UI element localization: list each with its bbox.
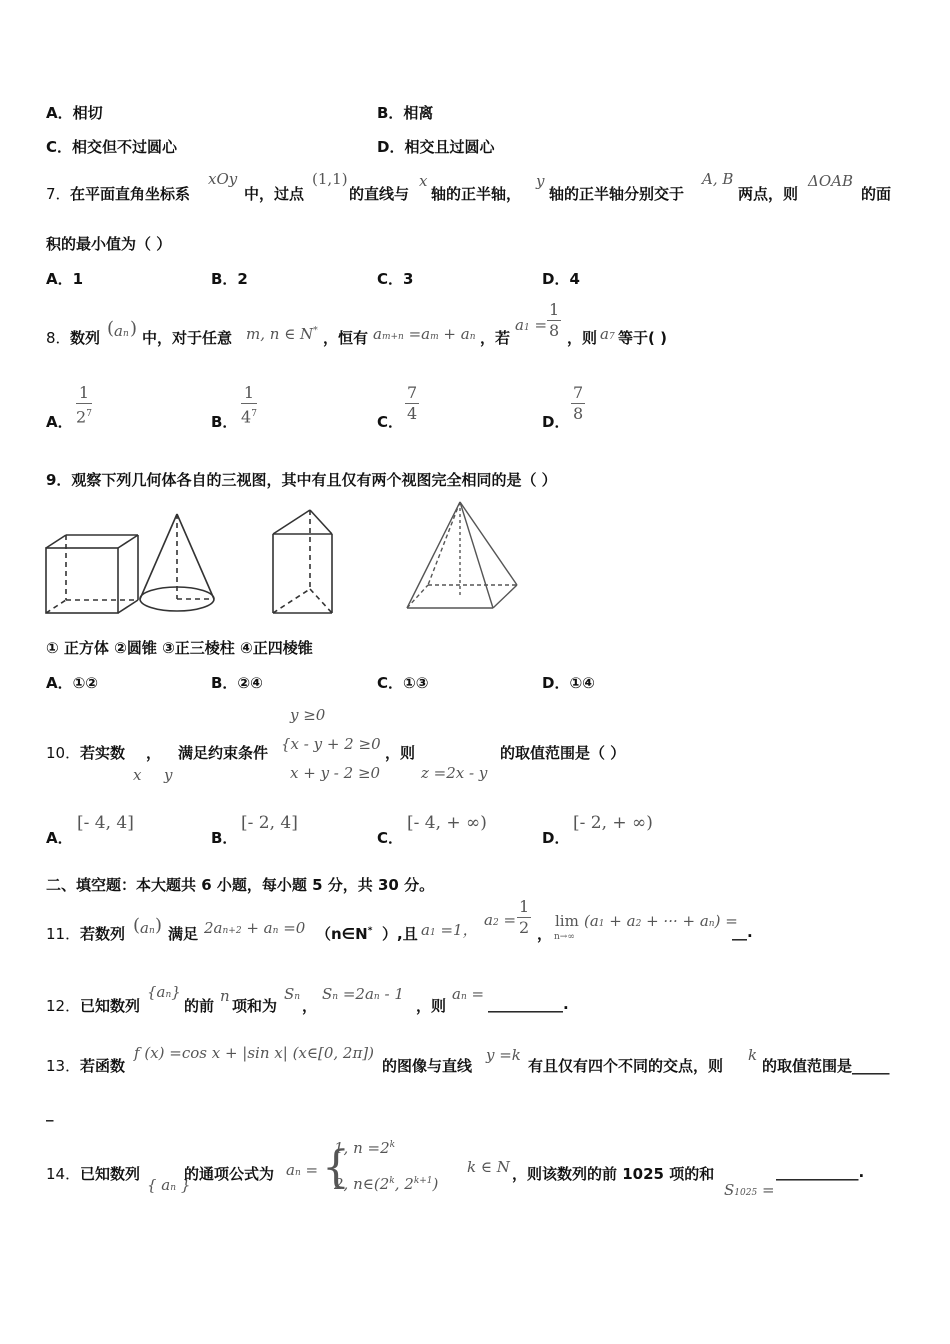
- q8-option-d-label: D．: [542, 413, 570, 431]
- q9-option-a: A．①②: [46, 674, 99, 692]
- q11-a2: a2 =: [484, 911, 517, 929]
- q9-shapes-legend: ① 正方体 ②圆锥 ③正三棱柱 ④正四棱锥: [46, 639, 313, 657]
- q8-option-b-value: $\frac{1}{4^7}$: [241, 383, 257, 427]
- q8-math-recurrence: am+n =am + an: [373, 325, 476, 343]
- q7-math-triangle: ΔOAB: [808, 172, 853, 190]
- q13-line-yk: y =k: [486, 1046, 521, 1064]
- q10-option-a-label: A．: [46, 829, 73, 847]
- q13-text-3: 有且仅有四个不同的交点，则: [528, 1057, 724, 1075]
- square-pyramid-figure: [407, 502, 517, 608]
- q10-z-expression: z =2x - y: [421, 764, 488, 782]
- q11-a1: a1 =1，: [421, 921, 478, 939]
- q8-a1-fraction: $\frac{1}{8}$: [549, 300, 560, 340]
- q10-var-y: y: [164, 766, 173, 784]
- section-2-heading: 二、填空题：本大题共 6 小题，每小题 5 分，共 30 分。: [46, 876, 435, 894]
- q12-text-3: 项和为: [232, 997, 278, 1015]
- q9-option-c: C．①③: [377, 674, 429, 692]
- q14-case-brace: {: [322, 1142, 350, 1193]
- q11-brace-close: ): [155, 915, 163, 936]
- q10-option-b-label: B．: [211, 829, 238, 847]
- q8-option-b-label: B．: [211, 413, 238, 431]
- q7-text-4: 轴的正半轴，: [431, 185, 522, 203]
- q14-math-an: { an }: [147, 1176, 191, 1194]
- q8-text-2: 中，对于任意: [142, 329, 233, 347]
- q6-option-d: D．相交且过圆心: [377, 138, 495, 156]
- q9-option-b: B．②④: [211, 674, 263, 692]
- q6-option-b: B．相离: [377, 104, 434, 122]
- q11-answer-blank: __.: [732, 923, 753, 941]
- q14-math-an-eq: an =: [286, 1161, 319, 1179]
- q11-math-an: an: [140, 919, 155, 937]
- q13-text-1: 若函数: [80, 1057, 126, 1075]
- q8-math-a1: a1 =: [515, 316, 548, 334]
- q8-math-a7: a7: [600, 325, 615, 343]
- q11-text-2: 满足: [168, 925, 199, 943]
- q11-lim: lim: [555, 912, 579, 930]
- q7-option-b: B．2: [211, 270, 248, 288]
- q7-option-d: D．4: [542, 270, 580, 288]
- q8-brace-close: ): [130, 318, 138, 339]
- q13-text-4: 的取值范围是_____: [762, 1057, 890, 1075]
- q12-text-1: 已知数列: [80, 997, 141, 1015]
- q7-option-a: A．1: [46, 270, 84, 288]
- q10-option-d-label: D．: [542, 829, 570, 847]
- q7-text-5: 轴的正半轴分别交于: [549, 185, 685, 203]
- q11-a2-fraction: $\frac{1}{2}$: [519, 897, 530, 937]
- q13-function: f (x) =cos x + |sin x| (x∈[0, 2π]): [134, 1044, 375, 1062]
- q11-equation: 2an+2 + an =0: [204, 919, 306, 937]
- q8-text-6: 等于( ): [618, 329, 667, 347]
- q7-math-x: x: [419, 172, 428, 190]
- cube-figure: [46, 535, 138, 613]
- q12-answer-blank: __________.: [488, 995, 569, 1013]
- q8-option-c-value: $\frac{7}{4}$: [407, 383, 418, 423]
- cone-figure: [140, 514, 214, 611]
- q10-option-d-value: [- 2, + ∞): [573, 813, 653, 833]
- q12-math-n: n: [220, 987, 230, 1005]
- q9-text: 9．观察下列几何体各自的三视图，其中有且仅有两个视图完全相同的是（ ）: [46, 471, 557, 489]
- q7-text-6: 两点，则: [738, 185, 799, 203]
- q7-math-ab: A, B: [702, 170, 734, 188]
- q7-math-y: y: [536, 172, 545, 190]
- q12-text-4: ，: [302, 997, 318, 1015]
- q12-math-sn: Sn: [284, 985, 301, 1003]
- q9-option-d: D．①④: [542, 674, 595, 692]
- q12-math-an: {an}: [147, 983, 181, 1001]
- q11-number: 11．: [46, 925, 81, 943]
- q7-number: 7．: [46, 185, 71, 203]
- q10-text-4: ，则: [385, 744, 416, 762]
- q10-constraint-1: y ≥0: [290, 706, 326, 724]
- q14-text-1: 已知数列: [80, 1165, 141, 1183]
- q7-math-point: (1,1): [312, 170, 348, 188]
- q12-number: 12．: [46, 997, 81, 1015]
- q12-equation: Sn =2an - 1: [322, 985, 404, 1003]
- q7-text-3: 的直线与: [349, 185, 410, 203]
- q11-brace-open: (: [133, 915, 141, 936]
- q8-brace-open: (: [107, 318, 115, 339]
- q13-blank-continued: _: [46, 1104, 54, 1122]
- q7-text-1: 在平面直角坐标系: [70, 185, 191, 203]
- q8-math-an: an: [114, 322, 129, 340]
- q8-text-5: ，则: [567, 329, 598, 347]
- q8-math-mn: m, n ∈ N*: [246, 325, 318, 343]
- q10-option-c-label: C．: [377, 829, 404, 847]
- q14-answer-blank: ___________.: [776, 1163, 865, 1181]
- q13-text-2: 的图像与直线: [382, 1057, 473, 1075]
- q11-condition: （n∈N*: [316, 925, 373, 943]
- q8-text-3: ，恒有: [323, 329, 369, 347]
- q14-text-3: ，则该数列的前 1025 项的和: [512, 1165, 715, 1183]
- q9-solids-figure: [40, 500, 540, 625]
- q8-text-1: 数列: [70, 329, 101, 347]
- q10-option-c-value: [- 4, + ∞): [407, 813, 487, 833]
- q8-option-d-value: $\frac{7}{8}$: [573, 383, 584, 423]
- q14-text-2: 的通项公式为: [184, 1165, 275, 1183]
- q10-text-1: 若实数: [80, 744, 126, 762]
- q8-number: 8．: [46, 329, 71, 347]
- q14-s1025: S1025 =: [724, 1181, 775, 1199]
- q11-text-1: 若数列: [80, 925, 126, 943]
- q13-math-k: k: [748, 1046, 758, 1064]
- q10-number: 10．: [46, 744, 81, 762]
- q14-case-2: 2, n∈(2$^k$, $2^{k+1}$): [334, 1175, 439, 1193]
- q13-number: 13．: [46, 1057, 81, 1075]
- q12-math-an-eq: an =: [452, 985, 485, 1003]
- q10-constraint-3: x + y - 2 ≥0: [290, 764, 381, 782]
- q7-text-2: 中，过点: [244, 185, 305, 203]
- q8-option-c-label: C．: [377, 413, 404, 431]
- q11-comma: ，: [537, 925, 553, 943]
- q14-k-in-n: k ∈ N: [467, 1158, 510, 1176]
- q10-var-x: x: [133, 766, 142, 784]
- q12-text-2: 的前: [184, 997, 215, 1015]
- q11-limit-expression: (a1 + a2 + ··· + an) =: [584, 912, 738, 930]
- q14-number: 14．: [46, 1165, 81, 1183]
- q10-text-5: 的取值范围是（ ）: [500, 744, 626, 762]
- q10-text-2: ，: [146, 744, 162, 762]
- q7-text-line2: 积的最小值为（ ）: [46, 235, 172, 253]
- q7-option-c: C．3: [377, 270, 414, 288]
- q6-option-c: C．相交但不过圆心: [46, 138, 178, 156]
- q10-text-3: 满足约束条件: [178, 744, 269, 762]
- q11-lim-sub: n→∞: [554, 932, 575, 942]
- q8-option-a-label: A．: [46, 413, 73, 431]
- q10-constraint-2: {x - y + 2 ≥0: [281, 735, 381, 753]
- q8-option-a-value: $\frac{1}{2^7}$: [76, 383, 92, 427]
- q7-math-xoy: xOy: [208, 170, 238, 188]
- q6-option-a: A．相切: [46, 104, 103, 122]
- q10-option-a-value: [- 4, 4]: [77, 813, 134, 833]
- q7-text-7: 的面: [861, 185, 892, 203]
- q10-option-b-value: [- 2, 4]: [241, 813, 298, 833]
- q8-text-4: ，若: [480, 329, 511, 347]
- q14-case-1: 1, $n =2^k$: [334, 1139, 396, 1157]
- triangular-prism-figure: [273, 510, 332, 613]
- q11-text-3: ）,且: [382, 925, 418, 943]
- q12-text-5: ，则: [416, 997, 447, 1015]
